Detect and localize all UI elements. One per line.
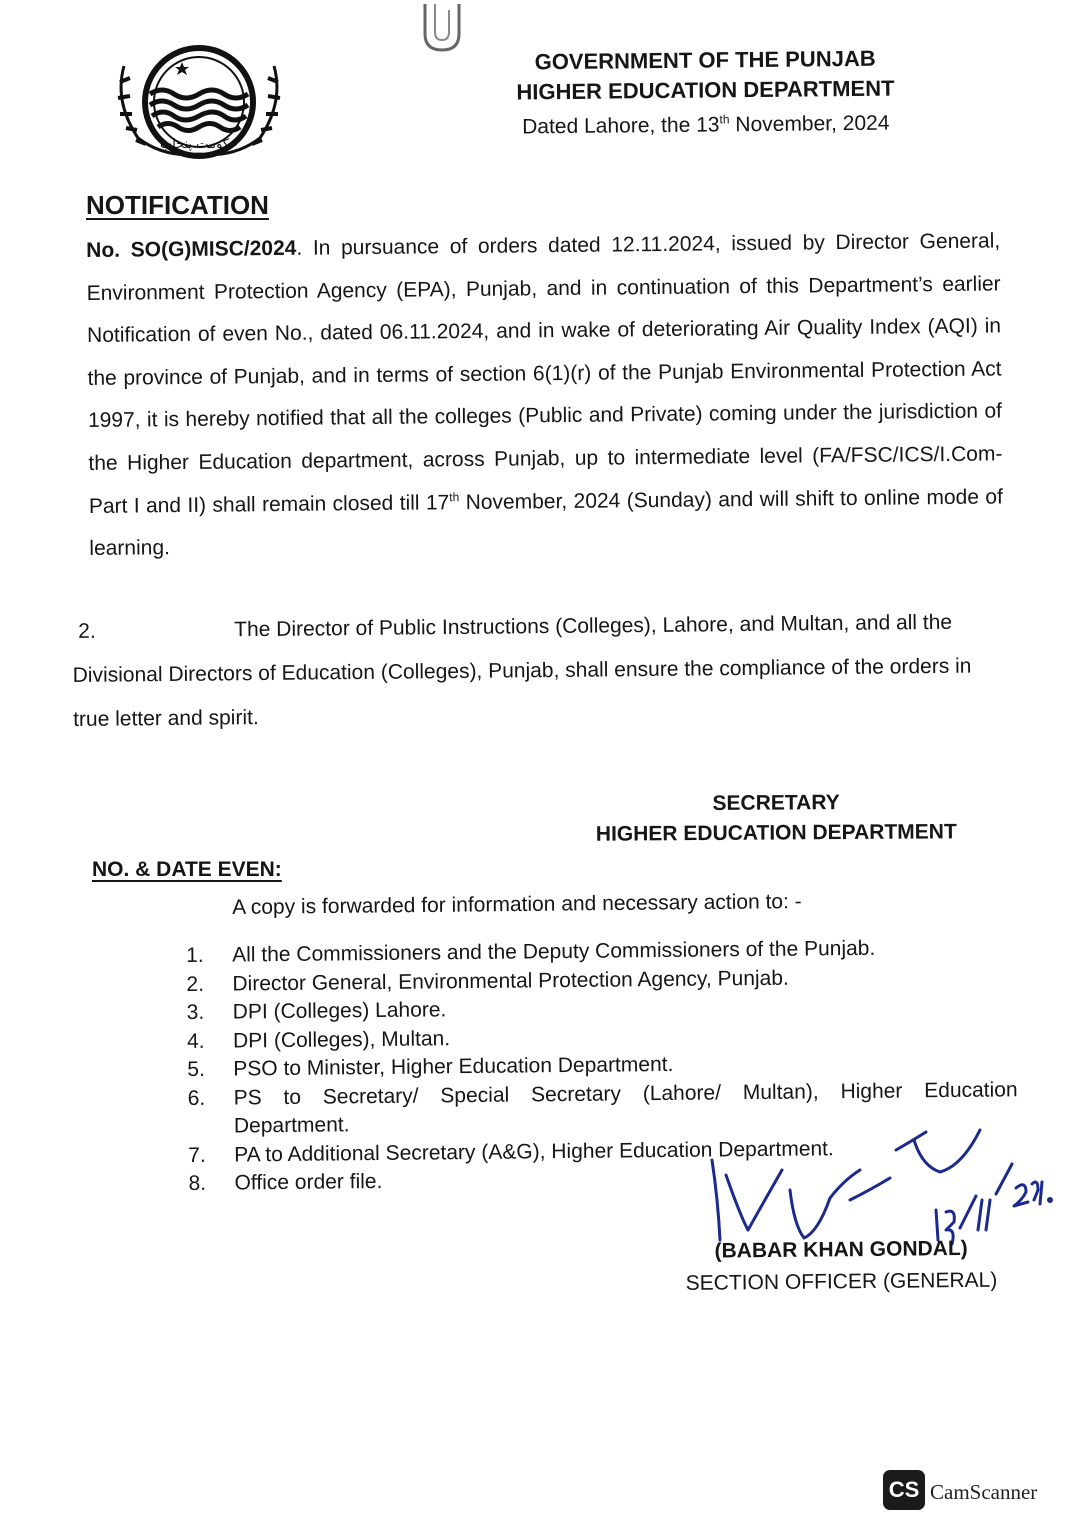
secretary-title: SECRETARY [712,791,840,815]
list-item: 1. All the Commissioners and the Deputy Commissioners of the Punjab. [186,936,876,967]
reference-number: No. SO(G)MISC/2024 [86,236,297,262]
paragraph-2: 2. The Director of Public Instructions (Colleges), Lahore, and Multan, and all the Divisional Directors of Education (Colleges), Punjab, shall ensure the compliance of the orders in true letter and spirit. [72,600,1005,742]
list-item-continuation: Department. [233,1113,350,1138]
section-officer-block [676,1233,1007,1300]
punjab-emblem-logo [108,42,290,160]
secretary-department: HIGHER EDUCATION DEPARTMENT [595,820,957,846]
list-item: 2. Director General, Environmental Protection Agency, Punjab. [186,966,789,996]
department-title: HIGHER EDUCATION DEPARTMENT [516,75,895,105]
copy-forwarded-line: A copy is forwarded for information and necessary action to: - [232,890,802,919]
officer-title: SECTION OFFICER (GENERAL) [685,1268,998,1295]
secretary-block [566,787,986,850]
notification-title: NOTIFICATION [86,190,269,220]
list-item: 5. PSO to Minister, Higher Education Department. [187,1052,674,1081]
paper-clip-mark [420,0,466,56]
govt-title: GOVERNMENT OF THE PUNJAB [534,45,876,75]
letterhead [470,43,941,142]
list-item: 6. PS to Secretary/ Special Secretary (Lahore/ Multan), Higher Education [187,1077,1018,1110]
officer-name: (BABAR KHAN GONDAL) [714,1236,968,1263]
camscanner-logo-icon: CS [883,1470,925,1510]
list-item: 4. DPI (Colleges), Multan. [186,1026,451,1053]
list-item: 3. DPI (Colleges) Lahore. [186,998,447,1024]
camscanner-watermark: CamScanner [930,1480,1038,1504]
list-item: 7. PA to Additional Secretary (A&G), Higher Education Department. [188,1136,834,1167]
emblem-urdu-text: حکومت پنجاب [160,137,238,152]
no-date-even-heading: NO. & DATE EVEN: [92,858,282,881]
paragraph-number: 2. [78,619,96,643]
dated-line: Dated Lahore, the 13th November, 2024 [522,111,890,139]
notification-body: No. SO(G)MISC/2024. In pursuance of orders dated 12.11.2024, issued by Director General, Environment Protection Agency (EPA), Punjab, and in continuation of this Department’s earlier Notification of even No., dated 06.11.2024, and in wake of deteriorating Air Quality Index (AQI) in the province of Punjab, and in terms of section 6(1)(r) of the Punjab Environmental Protection Act 1997, it is hereby notified that all the colleges (Public and Private) coming under the jurisdiction of the Higher Education department, across Punjab, up to intermediate level (FA/FSC/ICS/I.Com- Part I and II) shall remain closed till 17th November, 2024 (Sunday) and will shift to online mode of learning. [86,229,1003,561]
svg-text:13/11/24.: 13/11/24. [990,1215,995,1216]
list-item: 8. Office order file. [188,1169,383,1195]
